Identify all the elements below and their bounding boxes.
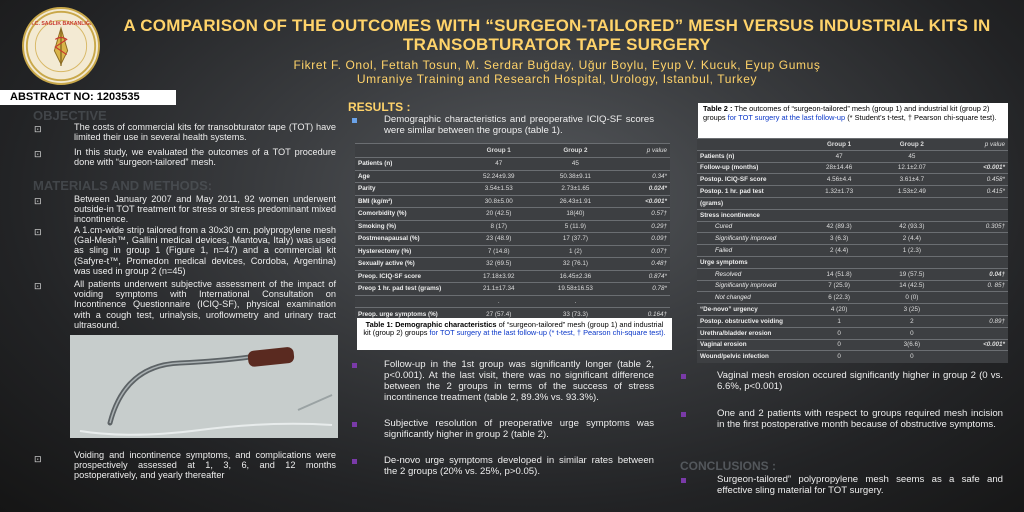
table-cell — [875, 256, 948, 268]
table-cell: 2 (4.4) — [803, 245, 876, 257]
author-list: Fikret F. Onol, Fettah Tosun, M. Serdar Buğday, Uğur Boylu, Eyup V. Kucuk, Eyup Gumuş — [293, 58, 821, 72]
table-row — [355, 258, 670, 271]
results-heading: RESULTS : — [348, 100, 411, 114]
bullet-icon: ⊡ — [34, 149, 42, 159]
p-value-cell: 0.09† — [615, 233, 670, 246]
table-cell: 4 (20) — [803, 304, 876, 316]
right-point-1: Vaginal mesh erosion occured significantly higher in group 2 (0 vs. 6.6%, p<0.001) — [717, 370, 1003, 392]
table-cell: 33 (73.3) — [535, 308, 615, 321]
followup-text: Voiding and incontinence symptoms, and complications were prospectively assessed at 1, 3, 6, and 12 months postoperatively, and yearly thereafter — [74, 450, 336, 481]
table-2-body — [697, 150, 1008, 362]
p-value-cell: 0.34* — [615, 170, 670, 183]
table-row — [355, 195, 670, 208]
row-label: Sexually active (%) — [355, 258, 462, 271]
p-value-cell: 0. 85† — [948, 280, 1008, 292]
table-cell — [803, 256, 876, 268]
row-label: Significantly improved — [697, 233, 803, 245]
p-value-cell: 0.874* — [615, 270, 670, 283]
table-cell: 20 (42.5) — [462, 208, 535, 221]
p-value-cell — [948, 304, 1008, 316]
table-row — [697, 174, 1008, 186]
table-1 — [355, 143, 670, 320]
table-1-body — [355, 158, 670, 321]
row-label: Failed — [697, 245, 803, 257]
methods-heading: MATERIALS AND METHODS: — [33, 178, 213, 193]
table-cell: 50.38±9.11 — [535, 170, 615, 183]
table-cell: 32 (76.1) — [535, 258, 615, 271]
institution: Umraniye Training and Research Hospital, Urology, Istanbul, Turkey — [356, 72, 758, 86]
p-value-cell — [948, 150, 1008, 162]
table-cell: 0 — [803, 351, 876, 363]
table-row — [697, 280, 1008, 292]
row-label: Postop. obstructive voiding — [697, 315, 803, 327]
table-cell: 47 — [803, 150, 876, 162]
table-cell: 52.24±9.39 — [462, 170, 535, 183]
p-value-cell: 0.07† — [615, 245, 670, 258]
bullet-icon — [352, 422, 357, 427]
results-point-3: De-novo urge symptoms developed in similar rates between the 2 groups (20% vs. 25%, p>0.05). — [384, 455, 654, 477]
table-cell: 0 — [875, 327, 948, 339]
table-cell: 0 — [803, 327, 876, 339]
table-cell: 0 — [803, 339, 876, 351]
table-row — [697, 209, 1008, 221]
results-point-1: Follow-up in the 1st group was significantly longer (table 2, p<0.001). At the last visit, there was no significant difference between the 2 groups in terms of the success of stress incontinence treatment (table 2, 89.3% vs. 93.3%). — [384, 359, 654, 403]
table-cell: 42 (93.3) — [875, 221, 948, 233]
table-cell: 3.54±1.53 — [462, 183, 535, 196]
table-cell: . — [535, 295, 615, 308]
table-cell: 23 (48.9) — [462, 233, 535, 246]
table-row — [697, 186, 1008, 198]
table-row — [697, 245, 1008, 257]
row-label: Follow-up (months) — [697, 162, 803, 174]
table-row — [355, 158, 670, 171]
table-cell: 16.45±2.36 — [535, 270, 615, 283]
row-label: Age — [355, 170, 462, 183]
bullet-icon — [681, 478, 686, 483]
row-label: Patients (n) — [355, 158, 462, 171]
p-value-cell: <0.001* — [948, 162, 1008, 174]
p-value-cell: 0.89† — [948, 315, 1008, 327]
right-point-2: One and 2 patients with respect to groups required mesh incision in the first postoperative month because of obstructive symptoms. — [717, 408, 1003, 430]
table-cell: 42 (89.3) — [803, 221, 876, 233]
table-cell: 3 (25) — [875, 304, 948, 316]
row-label: Urge symptoms — [697, 256, 803, 268]
table-cell: 14 (51.8) — [803, 268, 876, 280]
table-cell: 32 (69.5) — [462, 258, 535, 271]
row-label — [355, 295, 462, 308]
table-2-col-empty — [697, 139, 803, 151]
bullet-icon — [681, 374, 686, 379]
p-value-cell: 0.57† — [615, 208, 670, 221]
table-row — [355, 233, 670, 246]
row-label: Postop. 1 hr. pad test — [697, 186, 803, 198]
table-row — [697, 315, 1008, 327]
p-value-cell: <0.001* — [948, 339, 1008, 351]
p-value-cell: 0.48† — [615, 258, 670, 271]
p-value-cell — [948, 292, 1008, 304]
poster-title: A COMPARISON OF THE OUTCOMES WITH “SURGEON-TAILORED” MESH VERSUS INDUSTRIAL KITS IN TRANSOBTURATOR TAPE SURGERY — [123, 16, 991, 54]
table-row — [697, 292, 1008, 304]
p-value-cell: 0.164† — [615, 308, 670, 321]
table-2-caption-end: (* Student’s t-test, † Pearson chi-square test). — [845, 112, 997, 122]
table-cell: 1 (2) — [535, 245, 615, 258]
table-row — [697, 221, 1008, 233]
p-value-cell — [948, 233, 1008, 245]
table-cell: 17 (37.7) — [535, 233, 615, 246]
row-label: “De-novo” urgency — [697, 304, 803, 316]
table-cell: 45 — [875, 150, 948, 162]
row-label: Urethra/bladder erosion — [697, 327, 803, 339]
table-1-header — [355, 144, 670, 158]
table-1-col-group1: Group 1 — [462, 144, 535, 158]
table-cell: 7 (14.8) — [462, 245, 535, 258]
table-row — [355, 283, 670, 296]
table-row — [355, 183, 670, 196]
conclusion-text: Surgeon-tailored” polypropylene mesh seems as a safe and effective sling material for TOT surgery. — [717, 474, 1003, 496]
table-1-col-group2: Group 2 — [535, 144, 615, 158]
table-cell: 21.1±17.34 — [462, 283, 535, 296]
conclusions-heading: CONCLUSIONS : — [680, 459, 776, 473]
authors — [110, 58, 1004, 86]
table-cell: 2.73±1.65 — [535, 183, 615, 196]
table-cell — [875, 209, 948, 221]
p-value-cell: <0.001* — [615, 195, 670, 208]
table-cell: 19.58±16.53 — [535, 283, 615, 296]
table-row — [355, 245, 670, 258]
table-cell: 6 (22.3) — [803, 292, 876, 304]
table-cell: 12.1±2.07 — [875, 162, 948, 174]
table-cell: . — [462, 295, 535, 308]
row-label: Resolved — [697, 268, 803, 280]
p-value-cell — [615, 295, 670, 308]
p-value-cell: 0.415* — [948, 186, 1008, 198]
row-label: Wound/pelvic infection — [697, 351, 803, 363]
table-row — [355, 295, 670, 308]
bullet-icon — [352, 118, 357, 123]
objective-2: In this study, we evaluated the outcomes of a TOT procedure done with “surgeon-tailored” mesh. — [74, 147, 336, 168]
logo-text: T.C. SAĞLIK BAKANLIĞI — [30, 21, 92, 28]
table-cell: 0 (0) — [875, 292, 948, 304]
table-cell: 27 (57.4) — [462, 308, 535, 321]
figure-1-photo — [70, 335, 338, 438]
p-value-cell — [948, 209, 1008, 221]
table-row — [697, 268, 1008, 280]
bullet-icon — [352, 363, 357, 368]
bullet-icon — [352, 459, 357, 464]
table-cell: 30.8±5.00 — [462, 195, 535, 208]
p-value-cell — [948, 256, 1008, 268]
p-value-cell — [948, 327, 1008, 339]
table-2-col-group2: Group 2 — [875, 139, 948, 151]
bullet-icon: ⊡ — [34, 124, 42, 134]
results-point-2: Subjective resolution of preoperative urge symptoms was significantly higher in group 2 (table 2). — [384, 418, 654, 440]
bullet-icon: ⊡ — [34, 227, 42, 237]
table-2 — [697, 138, 1008, 363]
table-row — [697, 339, 1008, 351]
row-label: BMI (kg/m²) — [355, 195, 462, 208]
table-2-caption-rest: The outcomes of “surgeon-tailored” mesh (group 1) and industrial kit (group 2) groups — [703, 104, 990, 122]
table-cell: 19 (57.5) — [875, 268, 948, 280]
table-cell: 3.61±4.7 — [875, 174, 948, 186]
row-label: Postop. ICIQ-SF score — [697, 174, 803, 186]
hospital-logo — [22, 7, 100, 85]
table-1-col-empty — [355, 144, 462, 158]
table-1-caption-bold: Table 1: Demographic characteristics — [365, 320, 497, 329]
table-row — [697, 304, 1008, 316]
table-2-caption — [698, 103, 1008, 138]
p-value-cell — [948, 351, 1008, 363]
table-2-caption-bold: Table 2 : — [703, 104, 733, 113]
table-cell: 28±14.46 — [803, 162, 876, 174]
objective-1: The costs of commercial kits for transobturator tape (TOT) have limited their use in several health systems. — [74, 122, 336, 143]
p-value-cell: 0.024* — [615, 183, 670, 196]
table-row — [355, 270, 670, 283]
table-cell: 1.32±1.73 — [803, 186, 876, 198]
p-value-cell — [948, 245, 1008, 257]
p-value-cell — [948, 197, 1008, 209]
table-cell — [875, 197, 948, 209]
row-label: (grams) — [697, 197, 803, 209]
table-row — [697, 233, 1008, 245]
p-value-cell: 0.78* — [615, 283, 670, 296]
objective-heading: OBJECTIVE — [33, 108, 107, 123]
row-label: Smoking (%) — [355, 220, 462, 233]
p-value-cell: 0.458* — [948, 174, 1008, 186]
table-cell: 3 (6.3) — [803, 233, 876, 245]
table-2-caption-blue: for TOT surgery at the last follow-up — [727, 112, 846, 122]
table-cell: 0 — [875, 351, 948, 363]
bullet-icon: ⊡ — [34, 281, 42, 291]
table-cell: 5 (11.9) — [535, 220, 615, 233]
table-cell: 3(6.6) — [875, 339, 948, 351]
results-intro: Demographic characteristics and preoperative ICIQ-SF scores were similar between the groups (table 1). — [384, 114, 654, 136]
table-row — [697, 327, 1008, 339]
methods-2: A 1.cm-wide strip tailored from a 30x30 cm. polypropylene mesh (Gal-Mesh™, Gallini medical devices, Mantova, Italy) was used as sling in group 1 (Figure 1, n=47) and a commercial kit (Safyre-t™, Promedon medical devices, Cordoba, Argentina) was used in group 2 (n=45) — [74, 225, 336, 276]
table-cell — [803, 197, 876, 209]
row-label: Preop 1 hr. pad test (grams) — [355, 283, 462, 296]
table-cell: 4.56±4.4 — [803, 174, 876, 186]
row-label: Postmenapausal (%) — [355, 233, 462, 246]
table-cell: 1 — [803, 315, 876, 327]
bullet-icon: ⊡ — [34, 454, 42, 464]
p-value-cell: 0.305† — [948, 221, 1008, 233]
table-cell: 18(40) — [535, 208, 615, 221]
p-value-cell: 0.04† — [948, 268, 1008, 280]
table-1-caption-blue: for TOT surgery at the last follow-up (* t-test, † Pearson chi-square test). — [429, 328, 666, 338]
abstract-number: ABSTRACT NO: 1203535 — [0, 90, 176, 105]
row-label: Parity — [355, 183, 462, 196]
p-value-cell — [615, 158, 670, 171]
table-1-col-pvalue: p value — [615, 144, 670, 158]
table-row — [697, 256, 1008, 268]
table-cell: 45 — [535, 158, 615, 171]
table-row — [697, 150, 1008, 162]
row-label: Hysterectomy (%) — [355, 245, 462, 258]
table-row — [697, 351, 1008, 363]
table-cell: 1.53±2.49 — [875, 186, 948, 198]
table-cell: 47 — [462, 158, 535, 171]
table-row — [355, 208, 670, 221]
table-cell: 17.18±3.92 — [462, 270, 535, 283]
table-row — [697, 197, 1008, 209]
methods-3: All patients underwent subjective assessment of the impact of voiding symptoms with International Consultation on Incontinence Questionnaire (ICIQ-SF), physical examination with a cough test, urinalysis, uroflowmetry and urinary tract ultrasound. — [74, 279, 336, 330]
row-label: Significantly improved — [697, 280, 803, 292]
p-value-cell: 0.29† — [615, 220, 670, 233]
row-label: Not changed — [697, 292, 803, 304]
table-cell: 26.43±1.91 — [535, 195, 615, 208]
table-cell — [803, 209, 876, 221]
row-label: Cured — [697, 221, 803, 233]
table-2-col-pvalue: p value — [948, 139, 1008, 151]
table-row — [355, 170, 670, 183]
table-1-caption-rest: of “surgeon-tailored” mesh (group 1) and industrial kit (group 2) groups — [363, 320, 664, 338]
bullet-icon: ⊡ — [34, 196, 42, 206]
table-1-caption — [357, 318, 672, 350]
row-label: Vaginal erosion — [697, 339, 803, 351]
row-label: Preop. urge symptoms (%) — [355, 308, 462, 321]
row-label: Patients (n) — [697, 150, 803, 162]
table-cell: 7 (25.9) — [803, 280, 876, 292]
bullet-icon — [681, 412, 686, 417]
table-row — [697, 162, 1008, 174]
table-2-header — [697, 139, 1008, 151]
row-label: Comorbidity (%) — [355, 208, 462, 221]
methods-1: Between January 2007 and May 2011, 92 women underwent outside-in TOT treatment for stress or stress predominant mixed incontinence. — [74, 194, 336, 225]
row-label: Preop. ICIQ-SF score — [355, 270, 462, 283]
table-cell: 8 (17) — [462, 220, 535, 233]
table-2-col-group1: Group 1 — [803, 139, 876, 151]
table-row — [355, 220, 670, 233]
row-label: Stress incontinence — [697, 209, 803, 221]
table-cell: 2 — [875, 315, 948, 327]
table-cell: 14 (42.5) — [875, 280, 948, 292]
table-cell: 1 (2.3) — [875, 245, 948, 257]
table-cell: 2 (4.4) — [875, 233, 948, 245]
